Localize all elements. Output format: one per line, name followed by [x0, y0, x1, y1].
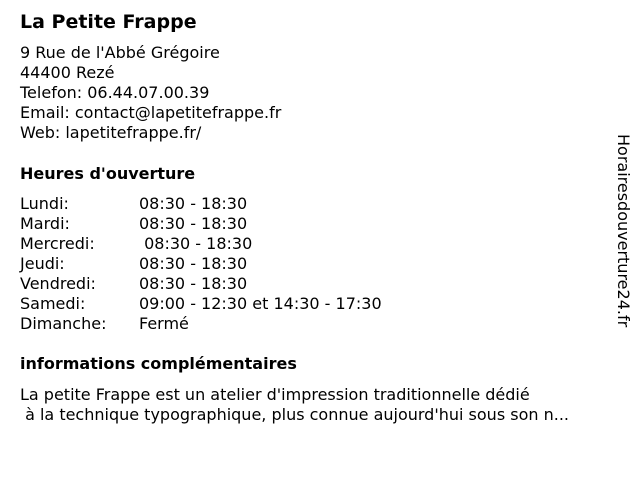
website-line: Web: lapetitefrappe.fr/	[20, 123, 202, 142]
hours-time: 08:30 - 18:30	[139, 194, 248, 213]
hours-day: Jeudi:	[20, 254, 65, 273]
hours-day: Vendredi:	[20, 274, 96, 293]
info-text	[20, 385, 620, 425]
hours-time: 08:30 - 18:30	[139, 274, 248, 293]
hours-time: Fermé	[139, 314, 189, 333]
hours-time: 08:30 - 18:30	[139, 234, 253, 253]
hours-day: Mardi:	[20, 214, 70, 233]
contact-block	[20, 43, 281, 143]
hours-day: Mercredi:	[20, 234, 95, 253]
hours-time: 08:30 - 18:30	[139, 214, 248, 233]
watermark-text: Horairesdouverture24.fr	[614, 134, 633, 328]
hours-day: Lundi:	[20, 194, 69, 213]
address-city: 44400 Rezé	[20, 63, 115, 82]
hours-time: 09:00 - 12:30 et 14:30 - 17:30	[139, 294, 382, 313]
address-street: 9 Rue de l'Abbé Grégoire	[20, 43, 220, 62]
hours-day: Dimanche:	[20, 314, 107, 333]
info-line: à la technique typographique, plus connue aujourd'hui sous son n...	[20, 405, 569, 424]
info-heading: informations complémentaires	[20, 354, 297, 373]
phone-line: Telefon: 06.44.07.00.39	[20, 83, 210, 102]
hours-heading: Heures d'ouverture	[20, 164, 196, 183]
email-line: Email: contact@lapetitefrappe.fr	[20, 103, 282, 122]
hours-time: 08:30 - 18:30	[139, 254, 248, 273]
info-line: La petite Frappe est un atelier d'impression traditionnelle dédié	[20, 385, 530, 404]
hours-day: Samedi:	[20, 294, 86, 313]
business-name: La Petite Frappe	[20, 11, 197, 33]
